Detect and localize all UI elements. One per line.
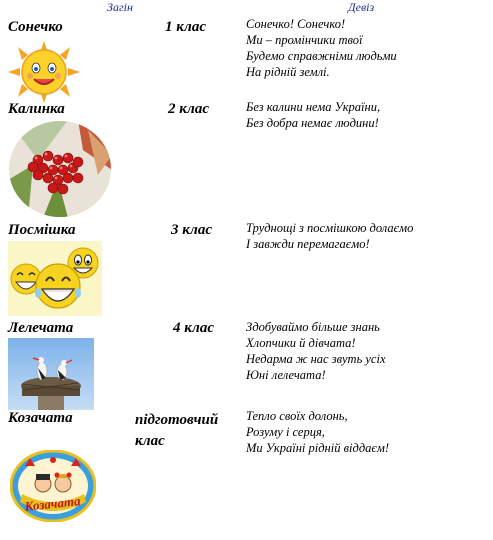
group-motto: Без калини нема України, Без добра немає людини! xyxy=(246,100,381,130)
group-name: Калинка xyxy=(8,101,65,117)
group-motto: Здобуваймо більше знань Хлопчики й дівчата! Недарма ж нас звуть усіх Юні лелечата! xyxy=(246,320,386,382)
group-class: підготовчий клас xyxy=(135,412,219,449)
svg-text:Козачата: Козачата xyxy=(23,493,82,514)
laughing-emoticons-icon xyxy=(8,241,102,316)
storks-nest-icon xyxy=(8,338,94,410)
sun-icon xyxy=(8,41,80,103)
group-motto: Труднощі з посмішкою долаємо І завжди перемагаємо! xyxy=(246,221,414,251)
kozachata-logo xyxy=(10,450,96,522)
group-class: 3 клас xyxy=(171,222,213,238)
group-motto: Тепло своїх долонь, Розуму і серця, Ми Україні рідній віддаєм! xyxy=(246,409,389,455)
group-name: Сонечко xyxy=(8,19,63,35)
group-class: 4 клас xyxy=(173,320,215,336)
group-name: Посмішка xyxy=(8,222,76,238)
group-name: Лелечата xyxy=(8,320,74,336)
group-class: 1 клас xyxy=(165,19,207,35)
header-motto: Девіз xyxy=(348,0,375,14)
viburnum-berries-icon xyxy=(8,120,112,218)
group-motto: Сонечко! Сонечко! Ми – промінчики твої Будемо справжніми людьми На рідній землі. xyxy=(246,17,397,79)
header-squad: Загін xyxy=(107,0,133,14)
group-class: 2 клас xyxy=(168,101,210,117)
group-name: Козачата xyxy=(8,410,73,426)
